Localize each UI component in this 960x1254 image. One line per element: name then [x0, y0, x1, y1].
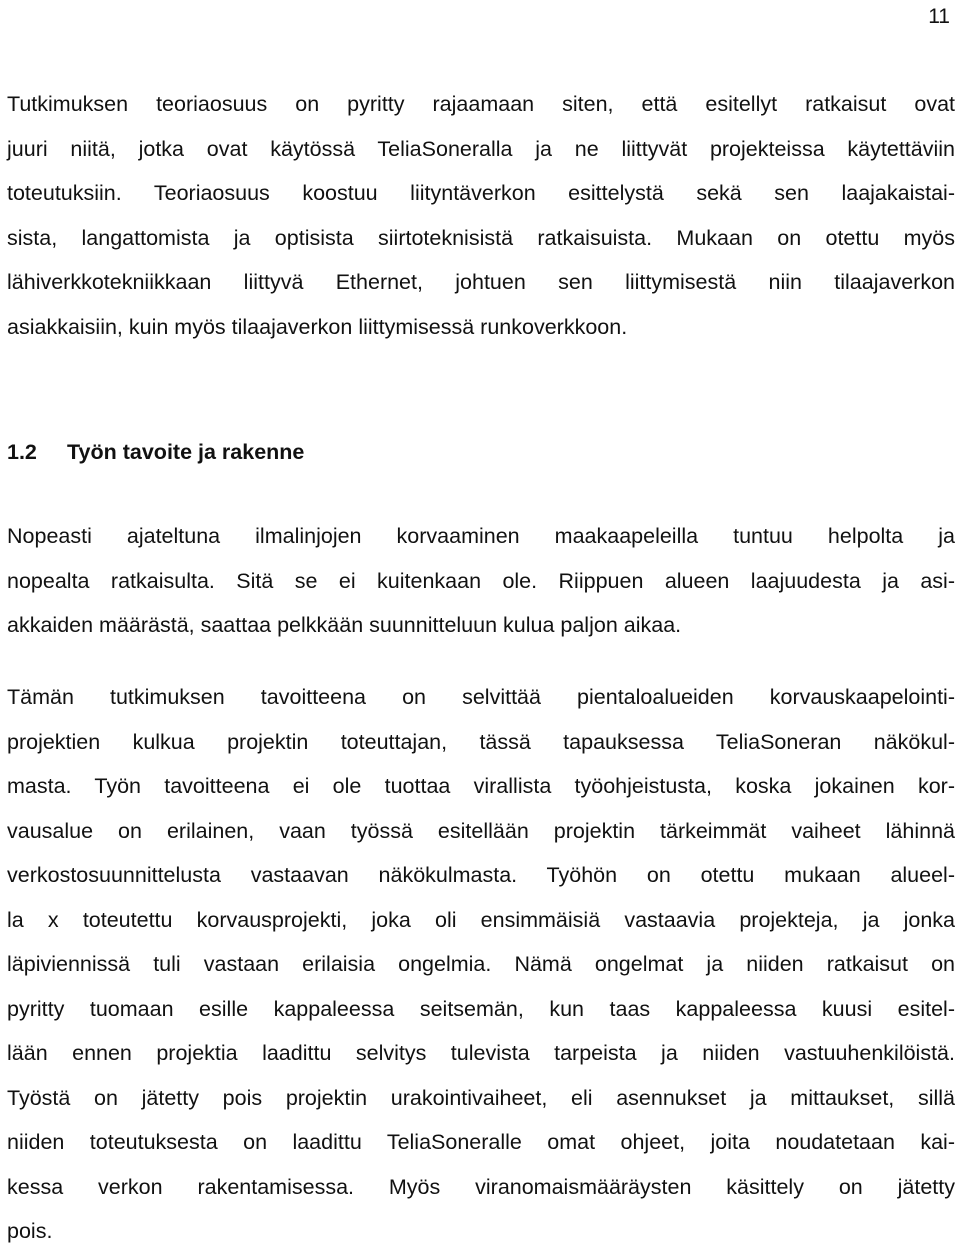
text-line: asiakkaisiin, kuin myös tilaajaverkon liittymisessä runkoverkkoon. — [7, 314, 628, 339]
text-line: verkostosuunnittelusta vastaavan näkökulmasta. Työhön on otettu mukaan alueel- — [7, 863, 955, 887]
text-line: Nopeasti ajateltuna ilmalinjojen korvaaminen maakaapeleilla tuntuu helpolta ja — [7, 524, 955, 548]
section-heading — [7, 437, 304, 467]
text-line: toteutuksiin. Teoriaosuus koostuu liityntäverkon esittelystä sekä sen laajakaistai- — [7, 181, 955, 205]
text-line: Tämän tutkimuksen tavoitteena on selvittää pientaloalueiden korvauskaapelointi- — [7, 685, 955, 709]
text-line: Tutkimuksen teoriaosuus on pyritty rajaamaan siten, että esitellyt ratkaisut ovat — [7, 92, 955, 116]
text-line: masta. Työn tavoitteena ei ole tuottaa virallista työohjeistusta, koska jokainen kor- — [7, 774, 955, 798]
text-line: juuri niitä, jotka ovat käytössä TeliaSoneralla ja ne liittyvät projekteissa käytettäviin — [7, 136, 955, 161]
text-line: projektien kulkua projektin toteuttajan, tässä tapauksessa TeliaSoneran näkökul- — [7, 729, 955, 754]
text-line: akkaiden määrästä, saattaa pelkkään suunnitteluun kulua paljon aikaa. — [7, 613, 682, 637]
text-line: la x toteutettu korvausprojekti, joka oli ensimmäisiä vastaavia projekteja, ja jonka — [7, 907, 955, 932]
text-line: Työstä on jätetty pois projektin urakointivaiheet, eli asennukset ja mittaukset, sillä — [7, 1085, 955, 1110]
paragraph-intro-scope — [7, 82, 955, 349]
page-number: 11 — [928, 5, 950, 28]
text-line: pyritty tuomaan esille kappaleessa seitsemän, kun taas kappaleessa kuusi esitel- — [7, 996, 955, 1021]
text-line: vausalue on erilainen, vaan työssä esitellään projektin tärkeimmät vaiheet lähinnä — [7, 818, 955, 843]
section-title: Työn tavoite ja rakenne — [67, 440, 305, 464]
section-number: 1.2 — [7, 440, 37, 464]
text-line: kessa verkon rakentamisessa. Myös viranomaismääräysten käsittely on jätetty — [7, 1174, 955, 1199]
text-line: lähiverkkotekniikkaan liittyvä Ethernet, johtuen sen liittymisestä niin tilaajaverkon — [7, 270, 955, 294]
text-line: pois. — [7, 1219, 53, 1243]
paragraph-objective — [7, 675, 955, 1254]
text-line: läpiviennissä tuli vastaan erilaisia ongelmia. Nämä ongelmat ja niiden ratkaisut on — [7, 952, 955, 976]
text-line: lään ennen projektia laadittu selvitys tulevista tarpeista ja niiden vastuuhenkilöistä. — [7, 1041, 955, 1065]
paragraph-motivation — [7, 514, 955, 648]
text-line: niiden toteutuksesta on laadittu TeliaSoneralle omat ohjeet, joita noudatetaan kai- — [7, 1130, 955, 1154]
text-line: sista, langattomista ja optisista siirtoteknisistä ratkaisuista. Mukaan on otettu myös — [7, 225, 955, 250]
text-line: nopealta ratkaisulta. Sitä se ei kuitenkaan ole. Riippuen alueen laajuudesta ja asi- — [7, 568, 955, 593]
